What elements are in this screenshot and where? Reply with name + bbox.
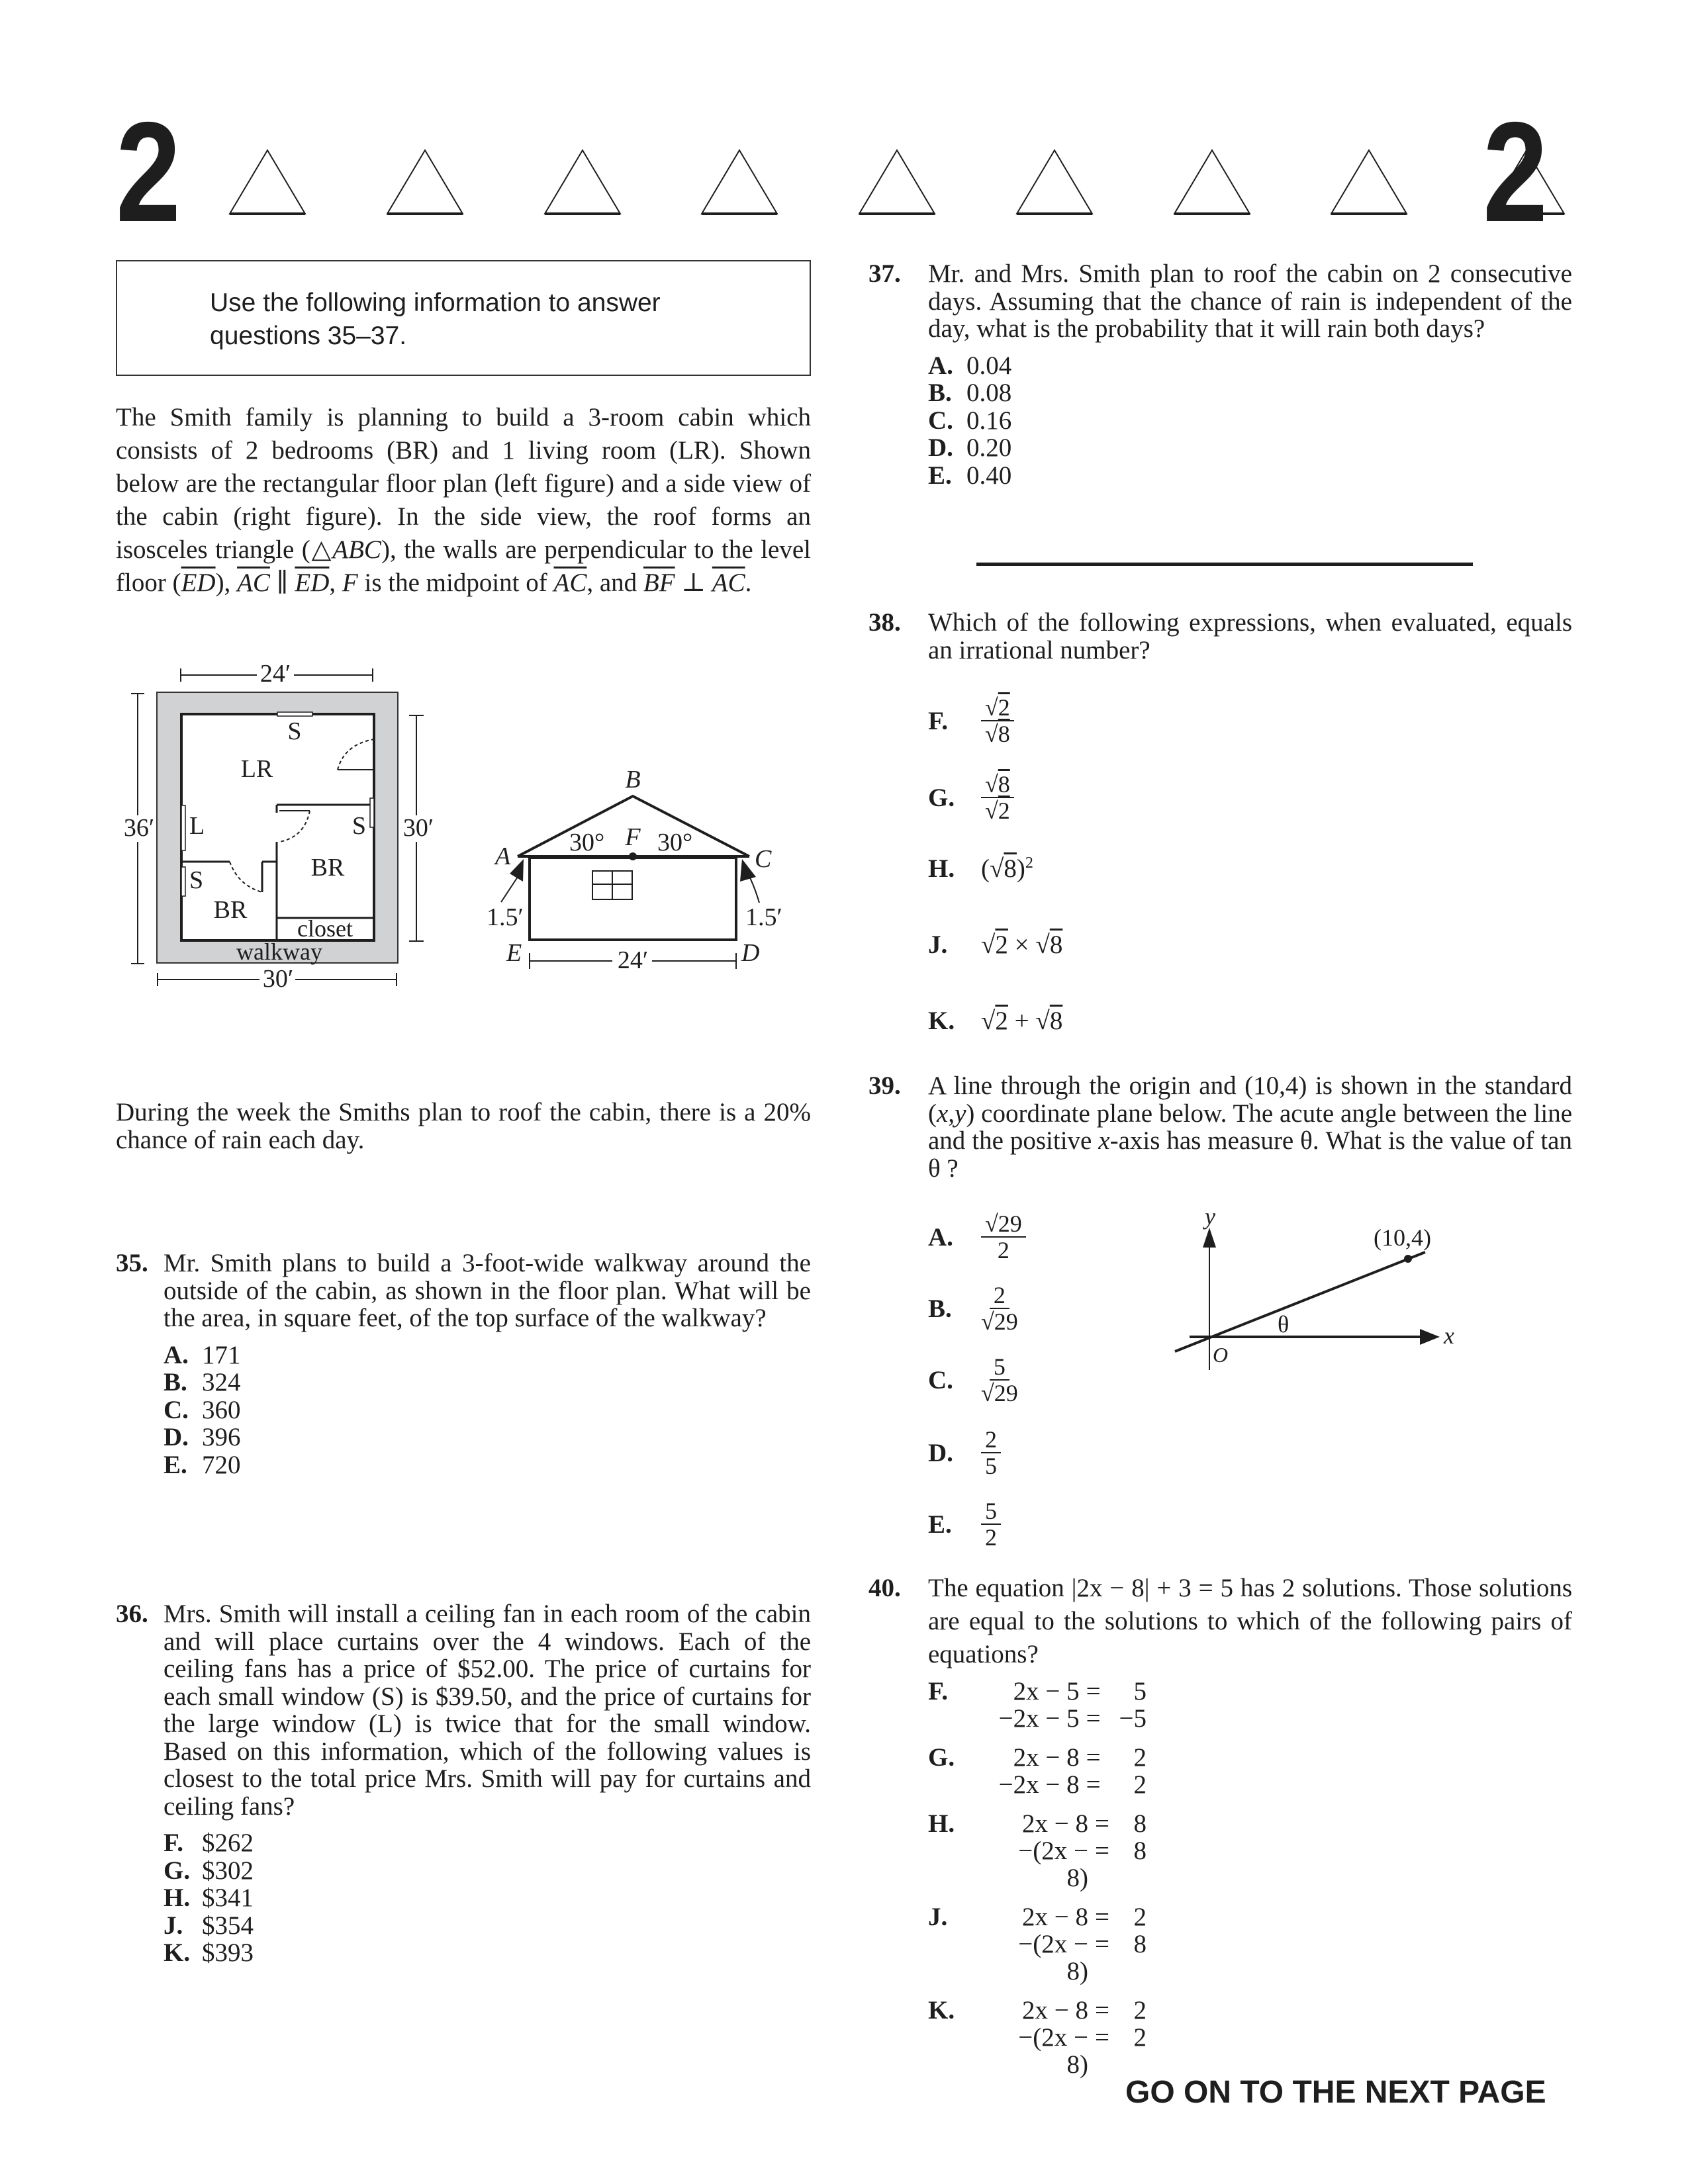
- triangle-icon: [386, 149, 464, 215]
- svg-text:C: C: [755, 845, 772, 873]
- svg-text:D: D: [741, 939, 760, 967]
- option-h[interactable]: H. $341: [164, 1884, 254, 1912]
- option-k[interactable]: K. 2x − 8 = 2 −(2x − 8) = 2: [928, 1996, 1147, 2079]
- svg-text:S: S: [189, 866, 204, 894]
- option-c[interactable]: C. 0.16: [928, 406, 1012, 435]
- svg-text:30°: 30°: [569, 829, 605, 856]
- option-d[interactable]: D. $\frac{2}{5}$: [928, 1427, 1001, 1479]
- option-f[interactable]: F. 2x − 5 = 5 −2x − 5 = −5: [928, 1677, 1147, 1733]
- svg-text:30′: 30′: [262, 965, 294, 993]
- svg-text:A: A: [495, 842, 511, 870]
- answer-options: [164, 1829, 811, 1967]
- triangle-icon: [543, 149, 622, 215]
- svg-text:30′: 30′: [402, 814, 434, 842]
- triangle-icon: [1015, 149, 1094, 215]
- question-40: 40. The equation |2x − 8| + 3 = 5 has 2 solutions. Those solutions are equal to the solutions to which of the following pairs of equations?: [868, 1574, 1572, 1668]
- go-on-footer: GO ON TO THE NEXT PAGE: [1125, 2075, 1546, 2110]
- floor-plan-figure: [113, 649, 510, 1072]
- option-b[interactable]: B. 324: [164, 1368, 241, 1396]
- svg-text:x: x: [1444, 1322, 1454, 1349]
- svg-text:BR: BR: [310, 854, 345, 882]
- svg-text:closet: closet: [297, 915, 353, 942]
- answer-options: [164, 1342, 811, 1479]
- y-axis-arrow-icon: [1203, 1228, 1216, 1248]
- q40-options: [928, 1678, 1147, 2078]
- svg-text:y: y: [1205, 1203, 1215, 1230]
- option-j[interactable]: J. $354: [164, 1911, 254, 1940]
- svg-text:L: L: [189, 812, 205, 840]
- side-view-figure: [463, 741, 834, 1006]
- option-g[interactable]: G. 2x − 8 = 2 −2x − 8 = 2: [928, 1743, 1147, 1799]
- option-c[interactable]: C. $\frac{5}{√29}$: [928, 1353, 1018, 1406]
- question-35: 35. Mr. Smith plans to build a 3-foot-wide walkway around the outside of the cabin, as shown in the floor plan. What will be the area, in square feet, of the top surface of the walkway? A. 171 B. 324 C. 360 D. 396 E. 720: [116, 1249, 811, 1479]
- option-j[interactable]: J. √2 × √8: [928, 931, 1063, 959]
- option-a[interactable]: A. 0.04: [928, 351, 1012, 380]
- svg-text:S: S: [287, 717, 302, 745]
- triangle-icon: [1487, 149, 1566, 215]
- option-f[interactable]: F. $262: [164, 1829, 254, 1857]
- option-k[interactable]: K. $393: [164, 1938, 254, 1967]
- option-e[interactable]: E. 0.40: [928, 461, 1012, 490]
- option-d[interactable]: D. 396: [164, 1423, 241, 1451]
- triangle-icon: [858, 149, 936, 215]
- option-a[interactable]: A. $\frac{√29}{2}$: [928, 1211, 1026, 1263]
- rain-note: During the week the Smiths plan to roof the cabin, there is a 20% chance of rain each day.: [116, 1098, 811, 1154]
- option-h[interactable]: H. $(√8)^2$: [928, 854, 1033, 883]
- question-38: 38. Which of the following expressions, when evaluated, equals an irrational number?: [868, 608, 1572, 664]
- option-b[interactable]: B. 0.08: [928, 379, 1012, 407]
- x-axis-arrow-icon: [1420, 1329, 1440, 1345]
- option-a[interactable]: A. 171: [164, 1340, 241, 1369]
- svg-text:O: O: [1213, 1343, 1229, 1367]
- triangle-icon: [1330, 149, 1408, 215]
- question-39: 39. A line through the origin and (10,4) is shown in the standard (x,y) coordinate plane below. The acute angle between the line and the positive x-axis has measure θ. What is the value of tan θ ?: [868, 1071, 1572, 1183]
- svg-text:S: S: [352, 812, 366, 840]
- dim-top-label: 24′: [259, 660, 291, 688]
- info-box-text: Use the following information to answer questions 35–37.: [210, 289, 661, 350]
- svg-text:24′: 24′: [617, 946, 649, 974]
- section-divider: [976, 563, 1473, 566]
- coordinate-plane-graph: [1172, 1203, 1476, 1383]
- question-37: 37. Mr. and Mrs. Smith plan to roof the cabin on 2 consecutive days. Assuming that the chance of rain is independent of the day, what is the probability that it will rain both days? A. 0.04 B. 0.08 C. 0.16 D. 0.20 E. 0.40: [868, 259, 1572, 490]
- svg-text:30°: 30°: [657, 829, 693, 856]
- svg-text:1.5′: 1.5′: [487, 903, 524, 931]
- svg-text:B: B: [625, 766, 641, 794]
- option-h[interactable]: H. 2x − 8 = 8 −(2x − 8) = 8: [928, 1809, 1147, 1892]
- option-e[interactable]: E. $\frac{5}{2}$: [928, 1498, 1001, 1550]
- fraction: $\frac{√8}{√2}$: [981, 772, 1014, 823]
- svg-text:BR: BR: [213, 896, 248, 924]
- svg-text:36′: 36′: [123, 814, 155, 842]
- passage-intro: The Smith family is planning to build a 3-room cabin which consists of 2 bedrooms (BR) and 1 living room (LR). Shown below are the rectangular floor plan (left figure) and a side view of the cabin (right figure). In the side view, the roof forms an isosceles triangle (△ABC), the walls are perpendicular to the level floor $(\overline{ED})$, $\overline{AC}$ ∥ $\overline{ED}$, F is the midpoint of $\overline{AC}$, and $\overline{BF}$ ⊥ $\overline{AC}$.: [116, 403, 811, 597]
- triangle-divider: [228, 149, 1566, 222]
- svg-text:E: E: [506, 939, 522, 967]
- triangle-icon: [228, 149, 306, 215]
- svg-text:θ: θ: [1278, 1311, 1289, 1338]
- section-number-left: 2: [116, 92, 181, 251]
- answer-options: [928, 352, 1572, 490]
- section-number-right: 2: [1483, 92, 1548, 251]
- info-box: [116, 260, 811, 376]
- question-36: 36. Mrs. Smith will install a ceiling fan in each room of the cabin and will place curtains over the 4 windows. Each of the ceiling fans has a price of $52.00. The price of curtains for each small window (S) is $39.50, and the price of curtains for the large window (L) is twice that for the small window. Based on this information, which of the following values is closest to the total price Mrs. Smith will pay for curtains and ceiling fans? F. $262 G. $302 H. $341 J. $354 K. $393: [116, 1600, 811, 1967]
- fraction: $\frac{√2}{√8}$: [981, 695, 1014, 747]
- triangle-icon: [700, 149, 778, 215]
- option-f[interactable]: F. $\frac{√2}{√8}$: [928, 695, 1014, 747]
- option-b[interactable]: B. $\frac{2}{√29}$: [928, 1282, 1018, 1335]
- option-e[interactable]: E. 720: [164, 1450, 241, 1479]
- triangle-icon: [1173, 149, 1251, 215]
- svg-text:walkway: walkway: [236, 938, 322, 965]
- svg-text:1.5′: 1.5′: [745, 903, 782, 931]
- option-j[interactable]: J. 2x − 8 = 2 −(2x − 8) = 8: [928, 1903, 1147, 1985]
- point-marker: [1404, 1255, 1412, 1263]
- option-g[interactable]: G. $\frac{√8}{√2}$: [928, 772, 1014, 823]
- option-k[interactable]: K. √2 + √8: [928, 1007, 1063, 1035]
- svg-text:(10,4): (10,4): [1374, 1224, 1431, 1251]
- svg-text:F: F: [625, 823, 641, 851]
- option-d[interactable]: D. 0.20: [928, 433, 1012, 462]
- svg-text:LR: LR: [240, 755, 273, 783]
- option-g[interactable]: G. $302: [164, 1856, 254, 1885]
- option-c[interactable]: C. 360: [164, 1395, 241, 1424]
